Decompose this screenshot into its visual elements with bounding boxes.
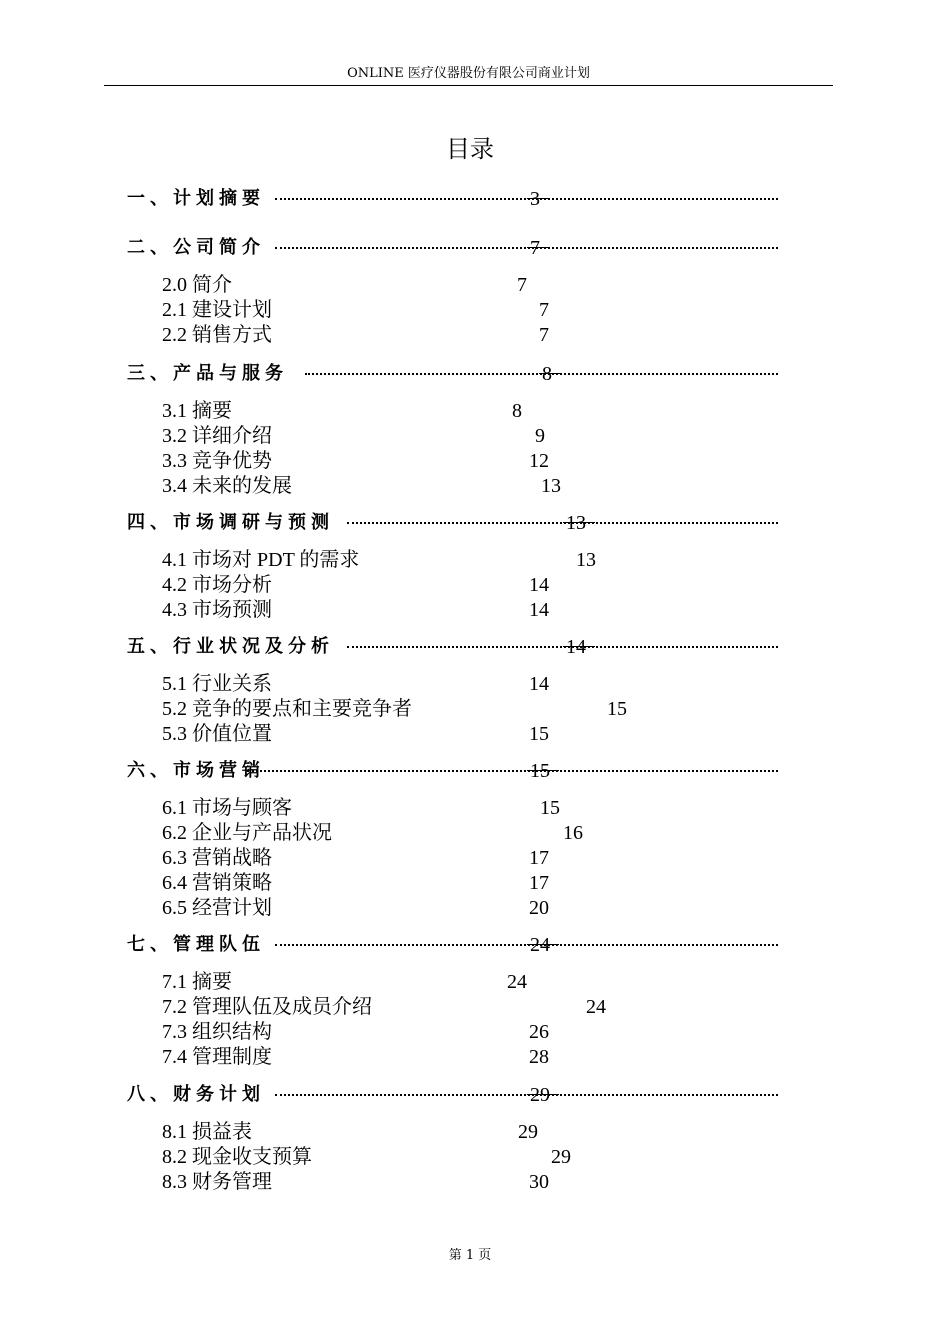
page-title: 目录 (446, 135, 494, 163)
toc-section-label: 五、行业状况及分析 (127, 636, 334, 657)
toc-section[interactable] (127, 759, 778, 783)
toc-item-label: 3.3 竞争优势 (162, 450, 272, 472)
toc-item-page: 17 (529, 872, 549, 894)
toc-item-page: 14 (529, 574, 549, 596)
page-number-strike (527, 247, 549, 248)
toc-item-label: 3.4 未来的发展 (162, 475, 292, 497)
toc-item-label: 4.1 市场对 PDT 的需求 (162, 549, 360, 571)
page-footer: 第 1 页 (448, 1248, 492, 1263)
page-number-strike (527, 770, 559, 771)
toc-item-page: 12 (529, 450, 549, 472)
toc-item-page: 7 (539, 324, 549, 346)
toc-item-label: 6.4 营销策略 (162, 872, 272, 894)
toc-item-label: 8.2 现金收支预算 (162, 1146, 312, 1168)
toc-item-label: 6.2 企业与产品状况 (162, 822, 332, 844)
toc-item-label: 6.1 市场与顾客 (162, 797, 292, 819)
toc-item-page: 9 (535, 425, 545, 447)
page-number-strike (563, 522, 595, 523)
toc-item-page: 20 (529, 897, 549, 919)
toc-item-page: 13 (541, 475, 561, 497)
toc-item-page: 30 (529, 1171, 549, 1193)
toc-item-label: 3.1 摘要 (162, 400, 232, 422)
page-number-strike (539, 373, 561, 374)
toc-section-page: 24 (530, 934, 550, 956)
toc-item-page: 15 (540, 797, 560, 819)
toc-item-page: 8 (512, 400, 522, 422)
page-header: ONLINE 医疗仪器股份有限公司商业计划 (347, 66, 590, 81)
toc-section-page: 13 (566, 512, 586, 534)
toc-item-label: 2.2 销售方式 (162, 324, 272, 346)
toc-section-label: 一、计划摘要 (127, 188, 265, 209)
toc-section-page: 29 (530, 1084, 550, 1106)
toc-item-page: 14 (529, 599, 549, 621)
toc-item-page: 7 (517, 274, 527, 296)
page-number-strike (527, 198, 549, 199)
toc-item-page: 15 (529, 723, 549, 745)
toc-item-label: 3.2 详细介绍 (162, 425, 272, 447)
toc-item-page: 13 (576, 549, 596, 571)
toc-item-label: 2.0 简介 (162, 274, 232, 296)
toc-section[interactable] (127, 362, 778, 386)
toc-section-page: 7 (530, 237, 540, 259)
toc-section-label: 七、管理队伍 (127, 934, 265, 955)
toc-item-label: 5.3 价值位置 (162, 723, 272, 745)
toc-item-label: 8.3 财务管理 (162, 1171, 272, 1193)
toc-section-label: 三、产品与服务 (127, 363, 288, 384)
header-rule (104, 85, 833, 86)
toc-item-page: 15 (607, 698, 627, 720)
toc-item-label: 7.4 管理制度 (162, 1046, 272, 1068)
toc-section[interactable] (127, 933, 778, 957)
toc-section[interactable] (127, 1083, 778, 1107)
toc-item-label: 5.2 竞争的要点和主要竞争者 (162, 698, 412, 720)
toc-item-page: 29 (518, 1121, 538, 1143)
toc-item-label: 2.1 建设计划 (162, 299, 272, 321)
toc-item-label: 6.5 经营计划 (162, 897, 272, 919)
toc-item-page: 28 (529, 1046, 549, 1068)
toc-item-label: 7.3 组织结构 (162, 1021, 272, 1043)
toc-section[interactable] (127, 635, 778, 659)
toc-item-label: 5.1 行业关系 (162, 673, 272, 695)
toc-section-page: 8 (542, 363, 552, 385)
toc-item-page: 24 (586, 996, 606, 1018)
toc-leader-dots (247, 770, 778, 772)
toc-item-page: 29 (551, 1146, 571, 1168)
toc-item-page: 7 (539, 299, 549, 321)
page-number-strike (527, 944, 559, 945)
toc-item-label: 6.3 营销战略 (162, 847, 272, 869)
toc-item-page: 26 (529, 1021, 549, 1043)
toc-item-label: 7.1 摘要 (162, 971, 232, 993)
toc-section[interactable] (127, 511, 778, 535)
page-number-strike (527, 1094, 559, 1095)
toc-item-page: 17 (529, 847, 549, 869)
toc-section-label: 二、公司简介 (127, 237, 265, 258)
toc-section-page: 15 (530, 760, 550, 782)
toc-item-page: 24 (507, 971, 527, 993)
page-number-strike (563, 646, 595, 647)
toc-item-label: 4.2 市场分析 (162, 574, 272, 596)
toc-section-label: 四、市场调研与预测 (127, 512, 334, 533)
toc-section[interactable] (127, 236, 778, 260)
toc-section[interactable] (127, 187, 778, 211)
toc-section-page: 3 (530, 188, 540, 210)
toc-section-page: 14 (566, 636, 586, 658)
toc-section-label: 六、市场营销 (127, 760, 265, 781)
toc-item-label: 4.3 市场预测 (162, 599, 272, 621)
toc-item-page: 14 (529, 673, 549, 695)
toc-item-label: 7.2 管理队伍及成员介绍 (162, 996, 372, 1018)
toc-section-label: 八、财务计划 (127, 1084, 265, 1105)
toc-item-page: 16 (563, 822, 583, 844)
toc-item-label: 8.1 损益表 (162, 1121, 252, 1143)
